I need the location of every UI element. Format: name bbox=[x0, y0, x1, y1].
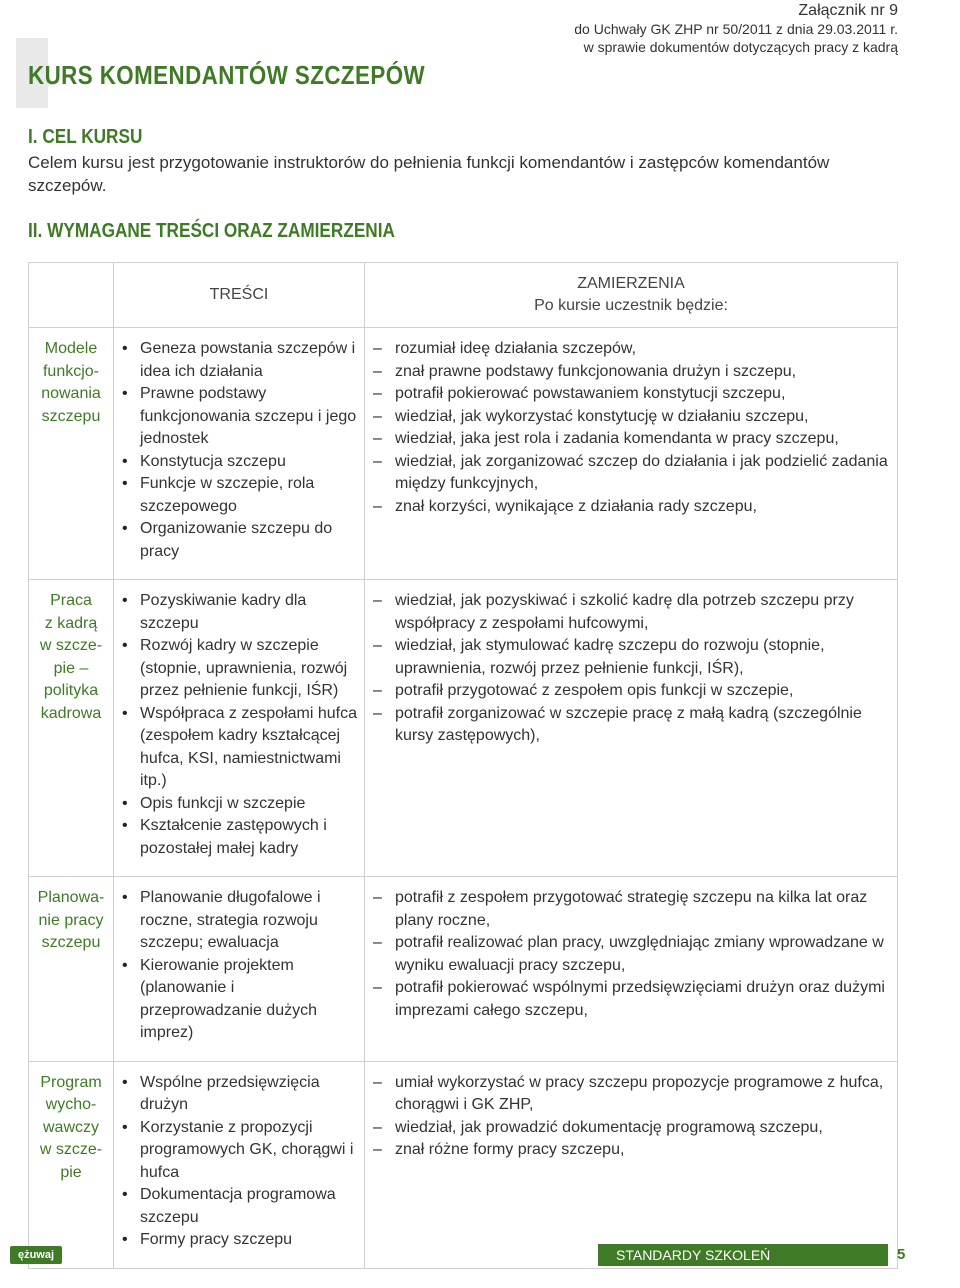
row-zamierzenia-cell bbox=[365, 877, 898, 1062]
row-category-cell bbox=[29, 328, 114, 580]
zamierzenia-item: – znał prawne podstawy funkcjonowania drużyn i szczepu, bbox=[373, 361, 891, 384]
row-tresci-cell bbox=[114, 580, 365, 877]
row-tresci-cell bbox=[114, 877, 365, 1062]
zamierzenia-item: – potrafił pokierować wspólnymi przedsięwzięciami drużyn oraz dużymi imprezami całego szczepu, bbox=[373, 977, 891, 1022]
tresci-item: • Konstytucja szczepu bbox=[122, 451, 360, 474]
header-note-line2: do Uchwały GK ZHP nr 50/2011 z dnia 29.03.2011 r. bbox=[574, 21, 898, 37]
zamierzenia-item: – wiedział, jak stymulować kadrę szczepu do rozwoju (stopnie, uprawnienia, rozwój przez pełnienie funkcji, IŚR), bbox=[373, 635, 891, 680]
document-title: KURS KOMENDANTÓW SZCZEPÓW bbox=[28, 60, 426, 90]
tresci-item: • Korzystanie z propozycji programowych GK, chorągwi i hufca bbox=[122, 1117, 360, 1185]
header-tresci: TREŚCI bbox=[114, 263, 365, 328]
zamierzenia-item: – potrafił realizować plan pracy, uwzględniając zmiany wprowadzane w wyniku ewaluacji pracy szczepu, bbox=[373, 932, 891, 977]
header-zamierzenia-sub: Po kursie uczestnik będzie: bbox=[534, 297, 728, 314]
footer-title: STANDARDY SZKOLEŃ INSTRUKTORSKICH bbox=[598, 1244, 888, 1266]
table-body bbox=[29, 328, 898, 1269]
tresci-item: • Funkcje w szczepie, rola szczepowego bbox=[122, 473, 360, 518]
zamierzenia-item: – wiedział, jak zorganizować szczep do działania i jak podzielić zadania między funkcyjnych, bbox=[373, 451, 891, 496]
tresci-item: • Opis funkcji w szczepie bbox=[122, 793, 360, 816]
table-row bbox=[29, 328, 898, 580]
header-zamierzenia-cell bbox=[365, 263, 898, 328]
tresci-list bbox=[122, 887, 360, 1045]
tresci-item: • Wspólne przedsięwzięcia drużyn bbox=[122, 1072, 360, 1117]
zamierzenia-item: – potrafił zorganizować w szczepie pracę z małą kadrą (szczególnie kursy zastępowych), bbox=[373, 703, 891, 748]
row-category: Praca z kadrą w szcze- pie – polityka kadrowa bbox=[39, 592, 103, 722]
row-category-cell bbox=[29, 1061, 114, 1268]
zamierzenia-item: – wiedział, jak wykorzystać konstytucję w działaniu szczepu, bbox=[373, 406, 891, 429]
zamierzenia-item: – wiedział, jak pozyskiwać i szkolić kadrę dla potrzeb szczepu przy współpracy z zespołami hufcowymi, bbox=[373, 590, 891, 635]
row-category-cell bbox=[29, 580, 114, 877]
tresci-item: • Kształcenie zastępowych i pozostałej małej kadry bbox=[122, 815, 360, 860]
tresci-item: • Współpraca z zespołami hufca (zespołem kadry kształcącej hufca, KSI, namiestnictwami itp.) bbox=[122, 703, 360, 793]
zamierzenia-item: – umiał wykorzystać w pracy szczepu propozycje programowe z hufca, chorągwi i GK ZHP, bbox=[373, 1072, 891, 1117]
table-row bbox=[29, 877, 898, 1062]
zamierzenia-item: – wiedział, jak prowadzić dokumentację programową szczepu, bbox=[373, 1117, 891, 1140]
header-note-line1: Załącznik nr 9 bbox=[798, 2, 898, 19]
content-table bbox=[28, 262, 898, 1269]
zamierzenia-list bbox=[373, 1072, 891, 1162]
section1-text: Celem kursu jest przygotowanie instruktorów do pełnienia funkcji komendantów i zastępców komendantów szczepów. bbox=[28, 153, 830, 195]
header-empty-cell bbox=[29, 263, 114, 328]
zamierzenia-item: – potrafił przygotować z zespołem opis funkcji w szczepie, bbox=[373, 680, 891, 703]
row-category: Planowa- nie pracy szczepu bbox=[37, 889, 105, 951]
row-category: Modele funkcjo- nowania szczepu bbox=[41, 340, 101, 425]
zamierzenia-item: – potrafił z zespołem przygotować strategię szczepu na kilka lat oraz plany roczne, bbox=[373, 887, 891, 932]
tresci-item: • Kierowanie projektem (planowanie i przeprowadzanie dużych imprez) bbox=[122, 955, 360, 1045]
header-note-line3: w sprawie dokumentów dotyczących pracy z kadrą bbox=[583, 39, 898, 55]
table-header-row bbox=[29, 263, 898, 328]
row-tresci-cell bbox=[114, 1061, 365, 1268]
zamierzenia-item: – znał korzyści, wynikające z działania rady szczepu, bbox=[373, 496, 891, 519]
table-row bbox=[29, 580, 898, 877]
zamierzenia-list bbox=[373, 338, 891, 518]
zamierzenia-list bbox=[373, 887, 891, 1022]
row-category-cell bbox=[29, 877, 114, 1062]
table-row bbox=[29, 1061, 898, 1268]
zamierzenia-item: – znał różne formy pracy szczepu, bbox=[373, 1139, 891, 1162]
row-zamierzenia-cell bbox=[365, 1061, 898, 1268]
zamierzenia-list bbox=[373, 590, 891, 748]
zhp-logo: ężuwaj bbox=[10, 1246, 62, 1264]
row-category: Program wycho- wawczy w szcze- pie bbox=[39, 1073, 103, 1181]
tresci-list bbox=[122, 338, 360, 563]
tresci-item: • Formy pracy szczepu bbox=[122, 1229, 360, 1252]
section2-heading: II. WYMAGANE TREŚCI ORAZ ZAMIERZENIA bbox=[28, 220, 395, 242]
zamierzenia-item: – rozumiał ideę działania szczepów, bbox=[373, 338, 891, 361]
tresci-item: • Pozyskiwanie kadry dla szczepu bbox=[122, 590, 360, 635]
tresci-item: • Organizowanie szczepu do pracy bbox=[122, 518, 360, 563]
tresci-item: • Rozwój kadry w szczepie (stopnie, uprawnienia, rozwój przez pełnienie funkcji, IŚR) bbox=[122, 635, 360, 703]
tresci-item: • Geneza powstania szczepów i idea ich działania bbox=[122, 338, 360, 383]
section1-heading: I. CEL KURSU bbox=[28, 126, 143, 148]
tresci-list bbox=[122, 1072, 360, 1252]
tresci-item: • Dokumentacja programowa szczepu bbox=[122, 1184, 360, 1229]
header-zamierzenia: ZAMIERZENIA bbox=[577, 274, 685, 292]
header-note bbox=[574, 2, 898, 56]
tresci-item: • Prawne podstawy funkcjonowania szczepu i jego jednostek bbox=[122, 383, 360, 451]
row-tresci-cell bbox=[114, 328, 365, 580]
page-number: 5 bbox=[897, 1246, 906, 1263]
tresci-list bbox=[122, 590, 360, 860]
tresci-item: • Planowanie długofalowe i roczne, strategia rozwoju szczepu; ewaluacja bbox=[122, 887, 360, 955]
row-zamierzenia-cell bbox=[365, 580, 898, 877]
zamierzenia-item: – wiedział, jaka jest rola i zadania komendanta w pracy szczepu, bbox=[373, 428, 891, 451]
row-zamierzenia-cell bbox=[365, 328, 898, 580]
zamierzenia-item: – potrafił pokierować powstawaniem konstytucji szczepu, bbox=[373, 383, 891, 406]
